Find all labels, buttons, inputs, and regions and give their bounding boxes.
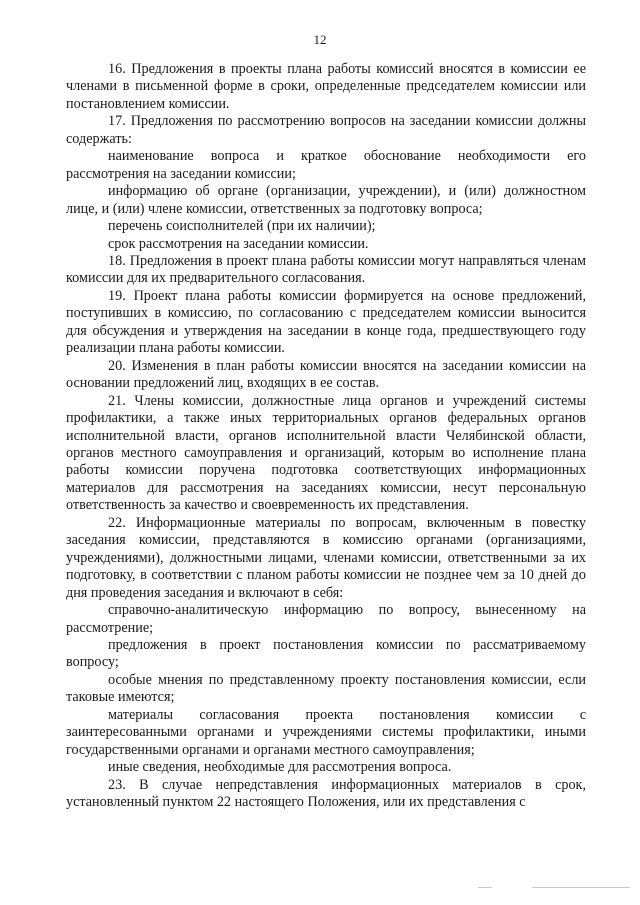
paragraph-21: 21. Члены комиссии, должностные лица органов и учреждений системы профилактики, а также иных территориальных органов федеральных органов исполнительной власти, органов исполнительной власти Челябинской области, органов местного самоуправления и организаций, которым во исполнение плана работы комиссии поручена подготовка соответствующих информационных материалов для рассмотрения на заседаниях комиссии, несут персональную ответственность за качество и своевременность их представления. [66, 392, 586, 514]
list-item-22-1: справочно-аналитическую информацию по вопросу, вынесенному на рассмотрение; [66, 602, 586, 636]
list-item-17-4: срок рассмотрения на заседании комиссии. [108, 235, 369, 252]
list-item-22-2: предложения в проект постановления комиссии по рассматриваемому вопросу; [66, 636, 586, 671]
footer-divider [532, 887, 630, 888]
list-item-17-1: наименование вопроса и краткое обоснование необходимости его рассмотрения на заседании комиссии; [66, 148, 586, 182]
paragraph-16: 16. Предложения в проекты плана работы комиссий вносятся в комиссии ее членами в письменной форме в сроки, определенные председателем комиссии или постановлением комиссии. [66, 61, 586, 112]
paragraph-20: 20. Изменения в план работы комиссии вносятся на заседании комиссии на основании предложений лиц, входящих в ее состав. [66, 357, 586, 392]
list-item-22-5: иные сведения, необходимые для рассмотрения вопроса. [108, 759, 452, 776]
list-item-17-2: информацию об органе (организации, учреждении), и (или) должностном лице, и (или) члене комиссии, ответственных за подготовку вопроса; [66, 183, 586, 217]
list-item-22-3: особые мнения по представленному проекту постановления комиссии, если таковые имеются; [66, 671, 586, 706]
footer-divider [478, 887, 492, 888]
paragraph-19: 19. Проект плана работы комиссии формируется на основе предложений, поступивших в комиссию, по согласованию с председателем комиссии выносится для обсуждения и утверждения на заседании в конце года, предшествующего году реализации плана работы комиссии. [66, 287, 586, 357]
paragraph-23: 23. В случае непредставления информационных материалов в срок, установленный пунктом 22 настоящего Положения, или их представления с [66, 776, 586, 811]
paragraph-18: 18. Предложения в проект плана работы комиссии могут направляться членам комиссии для их предварительного согласования. [66, 252, 586, 287]
list-item-22-4: материалы согласования проекта постановления комиссии с заинтересованными органами и учреждениями системы профилактики, иными государственными органами и органами местного самоуправления; [66, 706, 586, 758]
paragraph-17: 17. Предложения по рассмотрению вопросов на заседании комиссии должны содержать: [66, 113, 586, 147]
paragraph-22: 22. Информационные материалы по вопросам, включенным в повестку заседания комиссии, представляются в комиссию органами (организациями, учреждениями), должностными лицами, членами комиссии, ответственными за их подготовку, в соответствии с планом работы комиссии не позднее чем за 10 дней до дня проведения заседания и включают в себя: [66, 514, 586, 601]
document-body [66, 61, 586, 811]
page-number: 12 [313, 32, 327, 47]
list-item-17-3: перечень соисполнителей (при их наличии); [108, 218, 376, 235]
